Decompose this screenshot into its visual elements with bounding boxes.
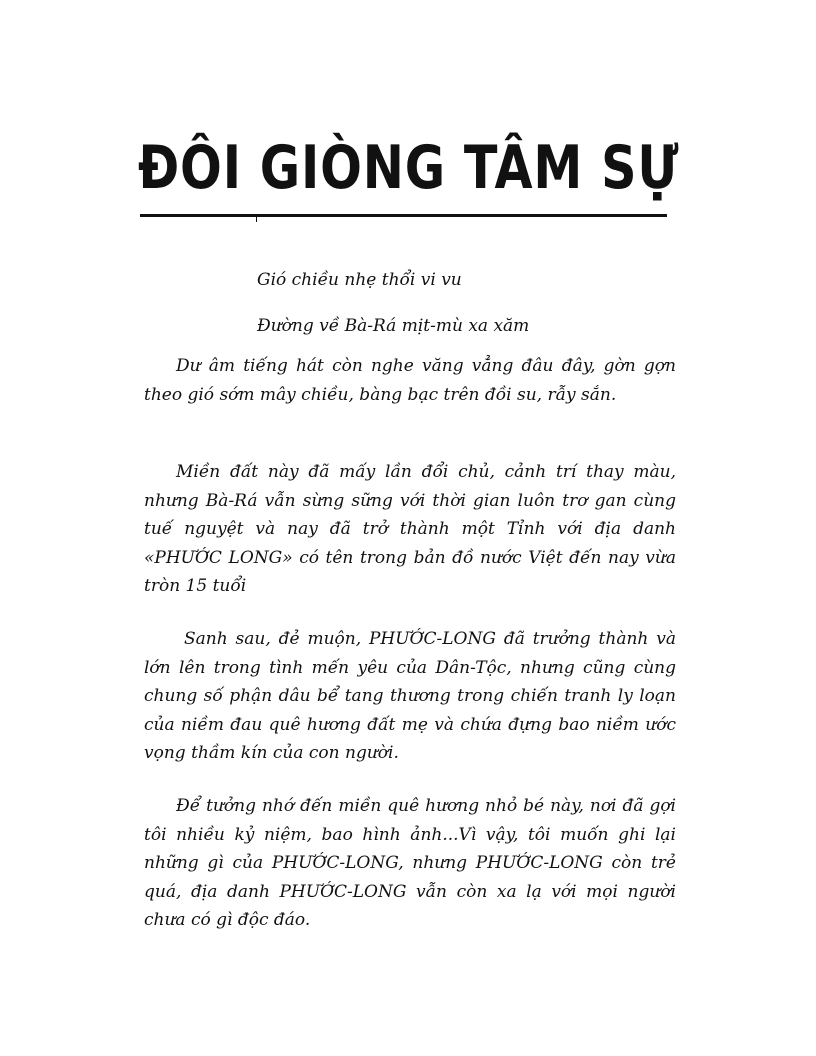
title-underline <box>140 214 667 217</box>
paragraph-2: Miền đất này đã mấy lần đổi chủ, cảnh trí thay màu, nhưng Bà-Rá vẫn sừng sững với thời gian luôn trơ gan cùng tuế nguyệt và nay đã trở thành một Tỉnh với địa danh «PHƯỚC LONG» có tên trong bản đồ nước Việt đến nay vừa tròn 15 tuổi <box>144 462 676 596</box>
underline-tick <box>256 216 257 222</box>
verse-line-1: Gió chiều nhẹ thổi vi vu <box>257 270 462 290</box>
paragraph-1: Dư âm tiếng hát còn nghe văng vẳng đâu đây, gờn gợn theo gió sớm mây chiều, bàng bạc trên đồi su, rẫy sắn. <box>144 356 676 405</box>
page-title: ĐÔI GIÒNG TÂM SỰ <box>138 133 680 203</box>
paragraph-4: Để tưởng nhớ đến miền quê hương nhỏ bé này, nơi đã gợi tôi nhiều kỷ niệm, bao hình ảnh...Vì vậy, tôi muốn ghi lại những gì của PHƯỚC-LONG, nhưng PHƯỚC-LONG còn trẻ quá, địa danh PHƯỚC-LONG vẫn còn xa lạ với mọi người chưa có gì độc đáo. <box>144 796 676 930</box>
verse-line-2: Đường về Bà-Rá mịt-mù xa xăm <box>257 316 530 336</box>
paragraph-3: Sanh sau, đẻ muộn, PHƯỚC-LONG đã trưởng thành và lớn lên trong tình mến yêu của Dân-Tộc, nhưng cũng cùng chung số phận dâu bể tang thương trong chiến tranh ly loạn của niềm đau quê hương đất mẹ và chứa đựng bao niềm ước vọng thầm kín của con người. <box>144 629 676 763</box>
